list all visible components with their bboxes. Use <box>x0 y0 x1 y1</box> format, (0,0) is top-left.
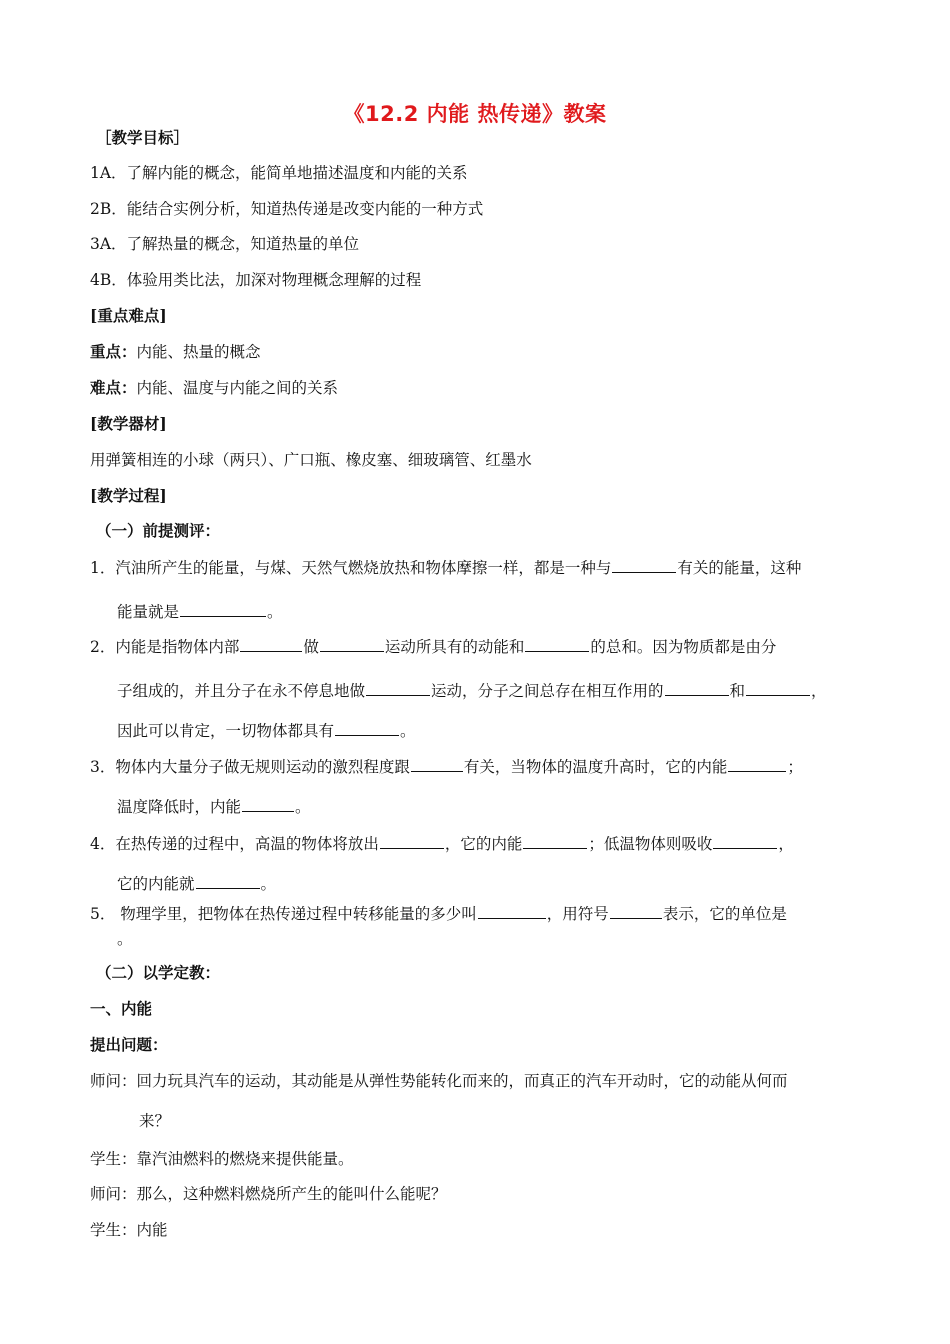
key-points-heading: [重点难点] <box>90 306 167 325</box>
question-text: 子组成的，并且分子在永不停息地做 <box>117 682 366 700</box>
objective-2: 2B．能结合实例分析，知道热传递是改变内能的一种方式 <box>90 200 484 218</box>
dialogue-text: 那么，这种燃料燃烧所产生的能叫什么能呢？ <box>136 1185 447 1203</box>
question-5-line-2: 。 <box>117 930 133 948</box>
question-2-line-2 <box>117 679 870 702</box>
question-1-line-1 <box>90 556 870 579</box>
answer-blank[interactable] <box>523 832 587 849</box>
dialogue-text: 靠汽油燃料的燃烧来提供能量。 <box>136 1150 354 1168</box>
question-text: 5． 物理学里，把物体在热传递过程中转移能量的多少叫 <box>90 905 477 923</box>
question-text: 3．物体内大量分子做无规则运动的激烈程度跟 <box>90 758 410 776</box>
answer-blank[interactable] <box>240 635 302 652</box>
question-text: 4．在热传递的过程中，高温的物体将放出 <box>90 835 379 853</box>
difficulty-line <box>90 377 870 399</box>
speaker-label: 师问： <box>90 1185 137 1203</box>
question-3-line-1 <box>90 755 870 778</box>
question-text: ， <box>778 835 794 853</box>
dialogue-teacher-1-cont: 来？ <box>139 1112 171 1130</box>
answer-blank[interactable] <box>196 872 260 889</box>
equipment-text: 用弹簧相连的小球（两只）、广口瓶、橡皮塞、细玻璃管、红墨水 <box>90 451 532 469</box>
question-5-line-1 <box>90 902 870 925</box>
question-text: 。 <box>260 875 277 893</box>
dialogue-student-2 <box>90 1219 870 1241</box>
answer-blank[interactable] <box>713 832 777 849</box>
question-2-line-1 <box>90 635 870 658</box>
dialogue-text: 回力玩具汽车的运动，其动能是从弹性势能转化而来的，而真正的汽车开动时，它的动能从何而 <box>136 1072 788 1090</box>
objective-3: 3A．了解热量的概念，知道热量的单位 <box>90 235 360 253</box>
question-text: 温度降低时，内能 <box>117 798 242 816</box>
question-text: 运动所具有的动能和 <box>384 638 525 656</box>
question-4-line-2 <box>117 872 870 895</box>
question-text: 的总和。因为物质都是由分 <box>590 638 777 656</box>
question-text: 表示，它的单位是 <box>662 905 787 923</box>
question-text: ，它的内能 <box>444 835 523 853</box>
question-text: 。 <box>400 722 416 740</box>
answer-blank[interactable] <box>746 679 810 696</box>
question-text: 它的内能就 <box>117 875 195 893</box>
objective-1: 1A．了解内能的概念，能简单地描述温度和内能的关系 <box>90 164 468 182</box>
difficulty-text: 内能、温度与内能之间的关系 <box>136 379 339 397</box>
question-4-line-1 <box>90 832 870 855</box>
question-text: ；低温物体则吸收 <box>588 835 713 853</box>
key-point-label: 重点： <box>90 342 137 361</box>
difficulty-label: 难点： <box>90 378 137 397</box>
section-1-heading: 一、内能 <box>90 999 153 1018</box>
speaker-label: 师问： <box>90 1072 137 1090</box>
answer-blank[interactable] <box>242 795 294 812</box>
dialogue-student-1 <box>90 1148 870 1170</box>
part1-heading: （一）前提测评： <box>96 521 221 540</box>
question-text: 。 <box>295 798 311 816</box>
question-text: 运动，分子之间总存在相互作用的 <box>431 682 664 700</box>
answer-blank[interactable] <box>610 902 662 919</box>
answer-blank[interactable] <box>411 755 463 772</box>
question-text: 因此可以肯定，一切物体都具有 <box>117 722 335 740</box>
question-3-line-2 <box>117 795 870 818</box>
key-point-line <box>90 341 870 363</box>
dialogue-text: 内能 <box>136 1221 168 1239</box>
question-text: 做 <box>303 638 319 656</box>
objectives-heading: ［教学目标］ <box>96 128 190 147</box>
answer-blank[interactable] <box>180 600 266 617</box>
question-text: ，用符号 <box>546 905 609 923</box>
speaker-label: 学生： <box>90 1150 137 1168</box>
part2-heading: （二）以学定教： <box>96 963 221 982</box>
key-point-text: 内能、热量的概念 <box>136 343 261 361</box>
answer-blank[interactable] <box>335 719 399 736</box>
answer-blank[interactable] <box>525 635 589 652</box>
dialogue-teacher-2 <box>90 1183 870 1205</box>
speaker-label: 学生： <box>90 1221 137 1239</box>
question-text: ； <box>787 758 803 776</box>
question-text: 有关的能量，这种 <box>677 559 802 577</box>
question-text: 2．内能是指物体内部 <box>90 638 240 656</box>
question-text: 1．汽油所产生的能量，与煤、天然气燃烧放热和物体摩擦一样，都是一种与 <box>90 559 612 577</box>
answer-blank[interactable] <box>366 679 430 696</box>
question-text: 和 <box>729 682 746 700</box>
answer-blank[interactable] <box>320 635 384 652</box>
question-text: 能量就是 <box>117 603 180 621</box>
answer-blank[interactable] <box>380 832 444 849</box>
document-title: 《12.2 内能 热传递》教案 <box>343 102 607 126</box>
question-2-line-3 <box>117 719 870 742</box>
answer-blank[interactable] <box>728 755 786 772</box>
equipment-heading: [教学器材] <box>90 414 167 433</box>
question-text: ， <box>811 682 827 700</box>
objective-4: 4B．体验用类比法，加深对物理概念理解的过程 <box>90 271 422 289</box>
question-1-line-2 <box>117 600 870 623</box>
answer-blank[interactable] <box>665 679 729 696</box>
process-heading: [教学过程] <box>90 486 167 505</box>
question-text: 。 <box>267 603 283 621</box>
answer-blank[interactable] <box>612 556 676 573</box>
question-text: 有关，当物体的温度升高时，它的内能 <box>463 758 728 776</box>
dialogue-teacher-1 <box>90 1070 870 1092</box>
ask-heading: 提出问题： <box>90 1035 168 1054</box>
answer-blank[interactable] <box>478 902 546 919</box>
